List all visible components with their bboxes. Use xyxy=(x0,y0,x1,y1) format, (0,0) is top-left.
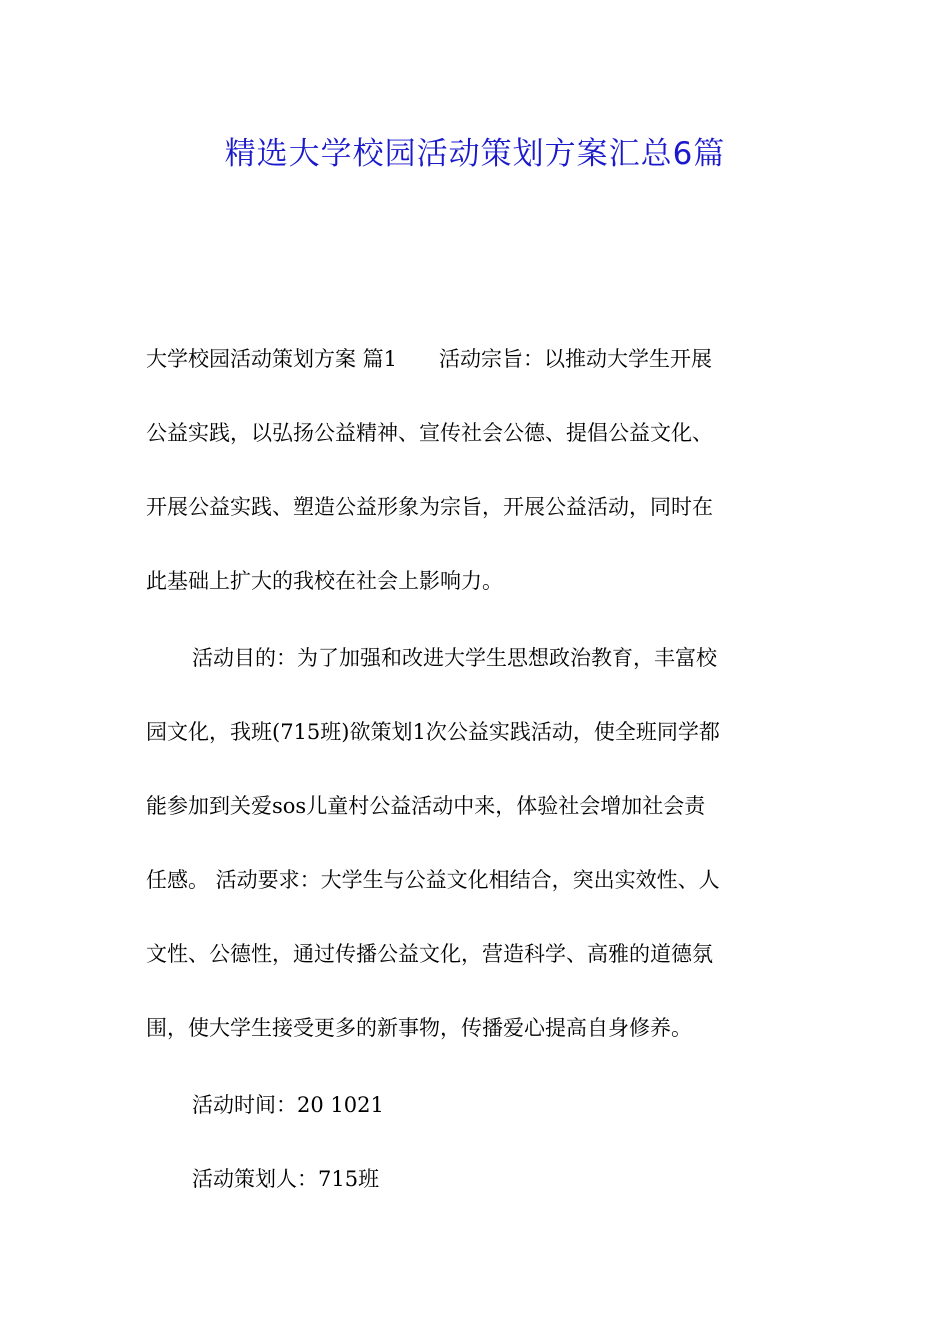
paragraph-line: 此基础上扩大的我校在社会上影响力。 xyxy=(146,569,503,593)
activity-planner-line: 活动策划人：715班 xyxy=(192,1167,380,1191)
paragraph-line: 文性、公德性，通过传播公益文化，营造科学、高雅的道德氛 xyxy=(146,942,713,966)
paragraph-line: 公益实践，以弘扬公益精神、宣传社会公德、提倡公益文化、 xyxy=(146,421,713,445)
paragraph-line: 活动目的：为了加强和改进大学生思想政治教育，丰富校 xyxy=(192,646,717,670)
paragraph-line: 开展公益实践、塑造公益形象为宗旨，开展公益活动，同时在 xyxy=(146,495,713,519)
activity-time-line: 活动时间：20 1021 xyxy=(192,1093,384,1117)
paragraph-line: 能参加到关爱sos儿童村公益活动中来，体验社会增加社会责 xyxy=(146,794,706,818)
paragraph-line: 大学校园活动策划方案 篇1 活动宗旨：以推动大学生开展 xyxy=(146,347,713,371)
paragraph-line: 园文化，我班(715班)欲策划1次公益实践活动，使全班同学都 xyxy=(146,720,720,744)
paragraph-line: 任感。 活动要求：大学生与公益文化相结合，突出实效性、人 xyxy=(146,868,720,892)
paragraph-line: 围，使大学生接受更多的新事物，传播爱心提高自身修养。 xyxy=(146,1016,692,1040)
document-title: 精选大学校园活动策划方案汇总6篇 xyxy=(224,136,726,172)
